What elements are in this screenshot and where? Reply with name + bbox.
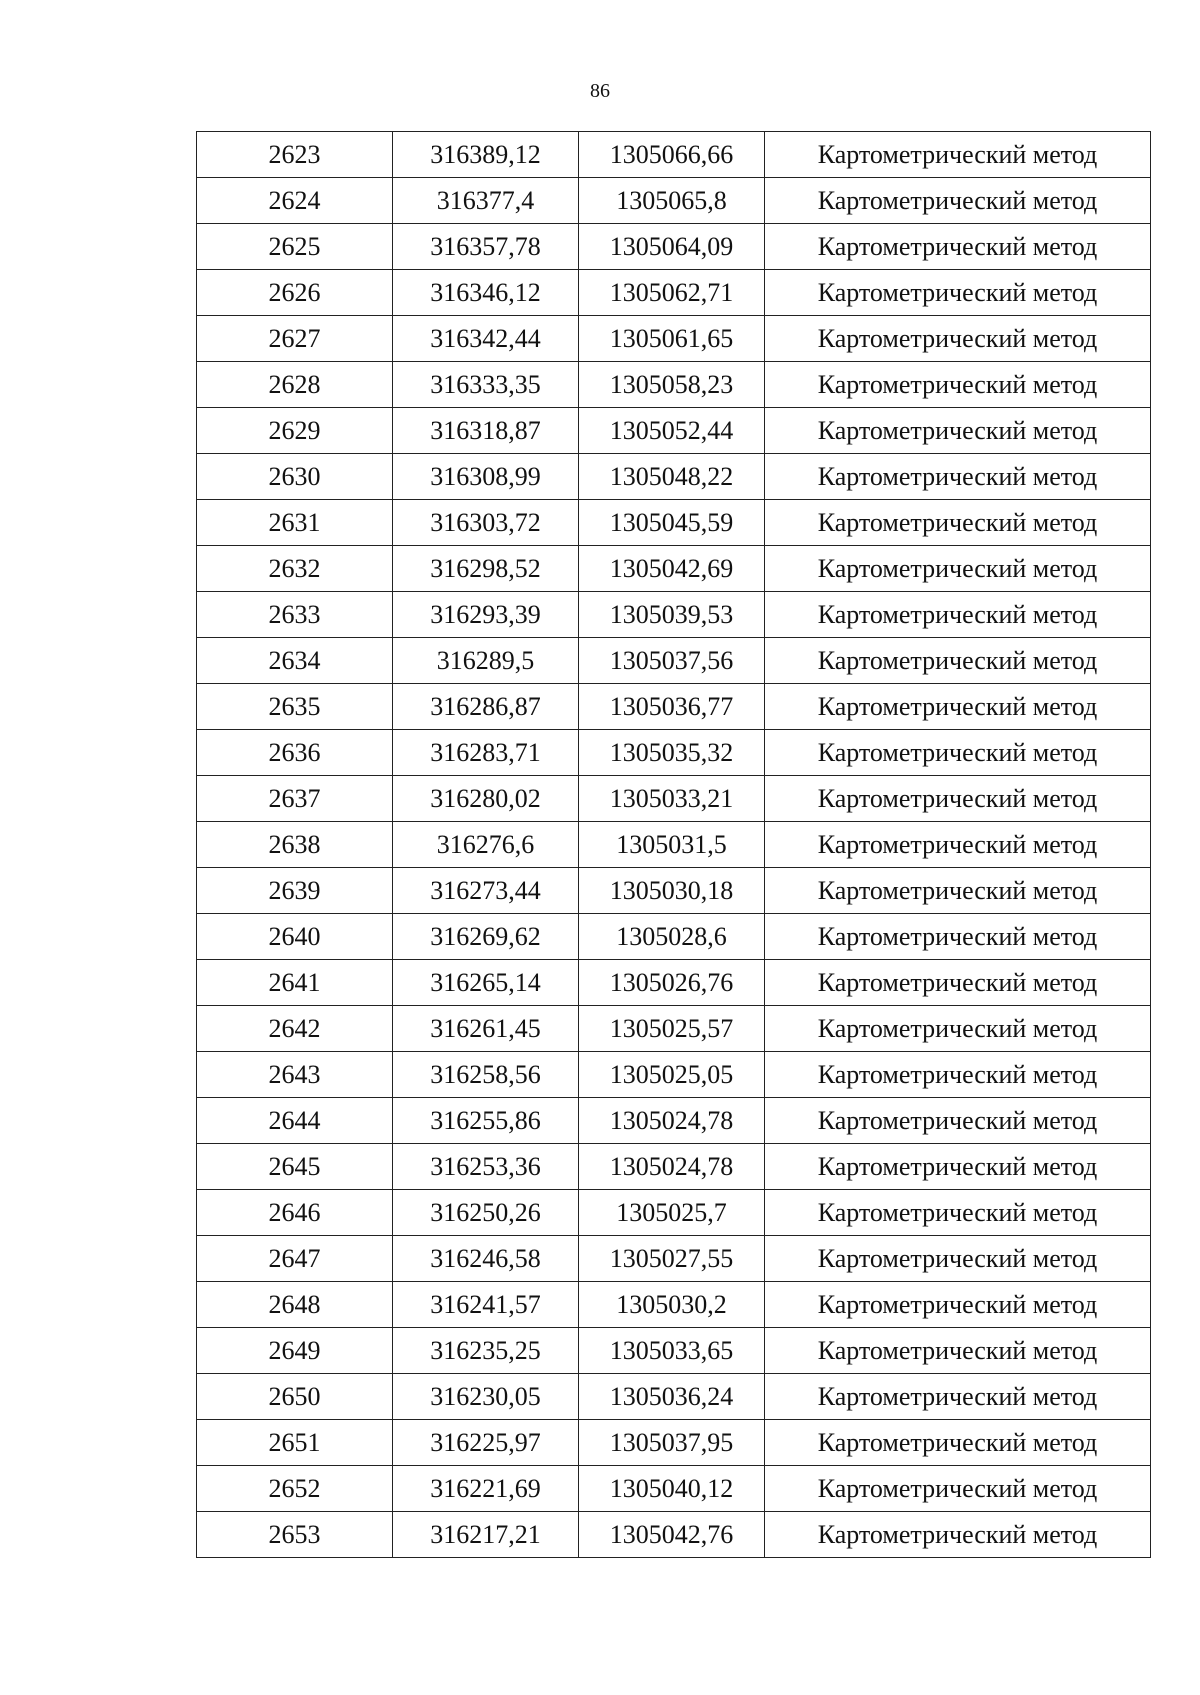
y-coordinate-cell: 1305028,6 [579, 914, 765, 960]
table-row [197, 1374, 1151, 1420]
method-cell: Картометрический метод [765, 1374, 1151, 1420]
x-coordinate-cell: 316273,44 [393, 868, 579, 914]
point-number-cell: 2635 [197, 684, 393, 730]
x-coordinate-cell: 316255,86 [393, 1098, 579, 1144]
x-coordinate-cell: 316258,56 [393, 1052, 579, 1098]
x-coordinate-cell: 316217,21 [393, 1512, 579, 1558]
y-coordinate-cell: 1305027,55 [579, 1236, 765, 1282]
y-coordinate-cell: 1305040,12 [579, 1466, 765, 1512]
point-number-cell: 2630 [197, 454, 393, 500]
table-row [197, 178, 1151, 224]
y-coordinate-cell: 1305036,77 [579, 684, 765, 730]
point-number-cell: 2653 [197, 1512, 393, 1558]
x-coordinate-cell: 316293,39 [393, 592, 579, 638]
point-number-cell: 2632 [197, 546, 393, 592]
y-coordinate-cell: 1305025,7 [579, 1190, 765, 1236]
method-cell: Картометрический метод [765, 224, 1151, 270]
method-cell: Картометрический метод [765, 638, 1151, 684]
x-coordinate-cell: 316261,45 [393, 1006, 579, 1052]
y-coordinate-cell: 1305033,21 [579, 776, 765, 822]
table-row [197, 500, 1151, 546]
x-coordinate-cell: 316308,99 [393, 454, 579, 500]
point-number-cell: 2634 [197, 638, 393, 684]
table-row [197, 408, 1151, 454]
table-row [197, 1512, 1151, 1558]
point-number-cell: 2636 [197, 730, 393, 776]
method-cell: Картометрический метод [765, 270, 1151, 316]
point-number-cell: 2626 [197, 270, 393, 316]
table-row [197, 868, 1151, 914]
method-cell: Картометрический метод [765, 408, 1151, 454]
method-cell: Картометрический метод [765, 822, 1151, 868]
method-cell: Картометрический метод [765, 1466, 1151, 1512]
table-row [197, 316, 1151, 362]
point-number-cell: 2647 [197, 1236, 393, 1282]
x-coordinate-cell: 316280,02 [393, 776, 579, 822]
method-cell: Картометрический метод [765, 1236, 1151, 1282]
x-coordinate-cell: 316333,35 [393, 362, 579, 408]
method-cell: Картометрический метод [765, 1328, 1151, 1374]
method-cell: Картометрический метод [765, 684, 1151, 730]
x-coordinate-cell: 316303,72 [393, 500, 579, 546]
table-row [197, 1236, 1151, 1282]
point-number-cell: 2646 [197, 1190, 393, 1236]
method-cell: Картометрический метод [765, 868, 1151, 914]
x-coordinate-cell: 316377,4 [393, 178, 579, 224]
point-number-cell: 2637 [197, 776, 393, 822]
method-cell: Картометрический метод [765, 592, 1151, 638]
point-number-cell: 2650 [197, 1374, 393, 1420]
x-coordinate-cell: 316235,25 [393, 1328, 579, 1374]
y-coordinate-cell: 1305037,95 [579, 1420, 765, 1466]
x-coordinate-cell: 316318,87 [393, 408, 579, 454]
table-row [197, 454, 1151, 500]
y-coordinate-cell: 1305037,56 [579, 638, 765, 684]
x-coordinate-cell: 316241,57 [393, 1282, 579, 1328]
y-coordinate-cell: 1305048,22 [579, 454, 765, 500]
method-cell: Картометрический метод [765, 500, 1151, 546]
method-cell: Картометрический метод [765, 546, 1151, 592]
x-coordinate-cell: 316230,05 [393, 1374, 579, 1420]
y-coordinate-cell: 1305033,65 [579, 1328, 765, 1374]
table-row [197, 960, 1151, 1006]
x-coordinate-cell: 316221,69 [393, 1466, 579, 1512]
x-coordinate-cell: 316283,71 [393, 730, 579, 776]
method-cell: Картометрический метод [765, 454, 1151, 500]
x-coordinate-cell: 316342,44 [393, 316, 579, 362]
y-coordinate-cell: 1305062,71 [579, 270, 765, 316]
y-coordinate-cell: 1305042,69 [579, 546, 765, 592]
point-number-cell: 2628 [197, 362, 393, 408]
point-number-cell: 2625 [197, 224, 393, 270]
y-coordinate-cell: 1305030,18 [579, 868, 765, 914]
point-number-cell: 2624 [197, 178, 393, 224]
method-cell: Картометрический метод [765, 1052, 1151, 1098]
y-coordinate-cell: 1305066,66 [579, 132, 765, 178]
point-number-cell: 2648 [197, 1282, 393, 1328]
y-coordinate-cell: 1305026,76 [579, 960, 765, 1006]
point-number-cell: 2651 [197, 1420, 393, 1466]
y-coordinate-cell: 1305061,65 [579, 316, 765, 362]
x-coordinate-cell: 316286,87 [393, 684, 579, 730]
table-row [197, 822, 1151, 868]
y-coordinate-cell: 1305064,09 [579, 224, 765, 270]
table-row [197, 1328, 1151, 1374]
method-cell: Картометрический метод [765, 776, 1151, 822]
x-coordinate-cell: 316389,12 [393, 132, 579, 178]
table-row [197, 730, 1151, 776]
y-coordinate-cell: 1305052,44 [579, 408, 765, 454]
y-coordinate-cell: 1305035,32 [579, 730, 765, 776]
table-row [197, 362, 1151, 408]
point-number-cell: 2642 [197, 1006, 393, 1052]
method-cell: Картометрический метод [765, 1006, 1151, 1052]
x-coordinate-cell: 316289,5 [393, 638, 579, 684]
point-number-cell: 2649 [197, 1328, 393, 1374]
y-coordinate-cell: 1305042,76 [579, 1512, 765, 1558]
method-cell: Картометрический метод [765, 1420, 1151, 1466]
method-cell: Картометрический метод [765, 914, 1151, 960]
method-cell: Картометрический метод [765, 1512, 1151, 1558]
table-row [197, 684, 1151, 730]
y-coordinate-cell: 1305025,57 [579, 1006, 765, 1052]
point-number-cell: 2633 [197, 592, 393, 638]
point-number-cell: 2639 [197, 868, 393, 914]
y-coordinate-cell: 1305036,24 [579, 1374, 765, 1420]
point-number-cell: 2645 [197, 1144, 393, 1190]
table-row [197, 1144, 1151, 1190]
x-coordinate-cell: 316246,58 [393, 1236, 579, 1282]
x-coordinate-cell: 316276,6 [393, 822, 579, 868]
x-coordinate-cell: 316357,78 [393, 224, 579, 270]
table-row [197, 592, 1151, 638]
table-row [197, 1190, 1151, 1236]
method-cell: Картометрический метод [765, 362, 1151, 408]
method-cell: Картометрический метод [765, 1098, 1151, 1144]
x-coordinate-cell: 316298,52 [393, 546, 579, 592]
y-coordinate-cell: 1305039,53 [579, 592, 765, 638]
x-coordinate-cell: 316225,97 [393, 1420, 579, 1466]
point-number-cell: 2623 [197, 132, 393, 178]
table-row [197, 132, 1151, 178]
table-row [197, 1006, 1151, 1052]
y-coordinate-cell: 1305058,23 [579, 362, 765, 408]
x-coordinate-cell: 316250,26 [393, 1190, 579, 1236]
method-cell: Картометрический метод [765, 1144, 1151, 1190]
y-coordinate-cell: 1305030,2 [579, 1282, 765, 1328]
x-coordinate-cell: 316253,36 [393, 1144, 579, 1190]
table-row [197, 914, 1151, 960]
y-coordinate-cell: 1305065,8 [579, 178, 765, 224]
method-cell: Картометрический метод [765, 132, 1151, 178]
point-number-cell: 2640 [197, 914, 393, 960]
table-row [197, 1466, 1151, 1512]
table-row [197, 1052, 1151, 1098]
point-number-cell: 2629 [197, 408, 393, 454]
method-cell: Картометрический метод [765, 960, 1151, 1006]
table-row [197, 1282, 1151, 1328]
table-row [197, 546, 1151, 592]
page-number: 86 [590, 80, 610, 102]
coordinates-table [196, 131, 1151, 1558]
method-cell: Картометрический метод [765, 1282, 1151, 1328]
y-coordinate-cell: 1305025,05 [579, 1052, 765, 1098]
table-row [197, 1098, 1151, 1144]
x-coordinate-cell: 316346,12 [393, 270, 579, 316]
method-cell: Картометрический метод [765, 178, 1151, 224]
y-coordinate-cell: 1305045,59 [579, 500, 765, 546]
x-coordinate-cell: 316265,14 [393, 960, 579, 1006]
x-coordinate-cell: 316269,62 [393, 914, 579, 960]
table-row [197, 270, 1151, 316]
table-row [197, 776, 1151, 822]
y-coordinate-cell: 1305024,78 [579, 1098, 765, 1144]
table-row [197, 1420, 1151, 1466]
method-cell: Картометрический метод [765, 1190, 1151, 1236]
point-number-cell: 2627 [197, 316, 393, 362]
table-row [197, 638, 1151, 684]
point-number-cell: 2652 [197, 1466, 393, 1512]
point-number-cell: 2638 [197, 822, 393, 868]
coordinates-table-body [197, 132, 1151, 1558]
point-number-cell: 2641 [197, 960, 393, 1006]
method-cell: Картометрический метод [765, 730, 1151, 776]
y-coordinate-cell: 1305031,5 [579, 822, 765, 868]
method-cell: Картометрический метод [765, 316, 1151, 362]
y-coordinate-cell: 1305024,78 [579, 1144, 765, 1190]
point-number-cell: 2631 [197, 500, 393, 546]
table-row [197, 224, 1151, 270]
point-number-cell: 2644 [197, 1098, 393, 1144]
point-number-cell: 2643 [197, 1052, 393, 1098]
